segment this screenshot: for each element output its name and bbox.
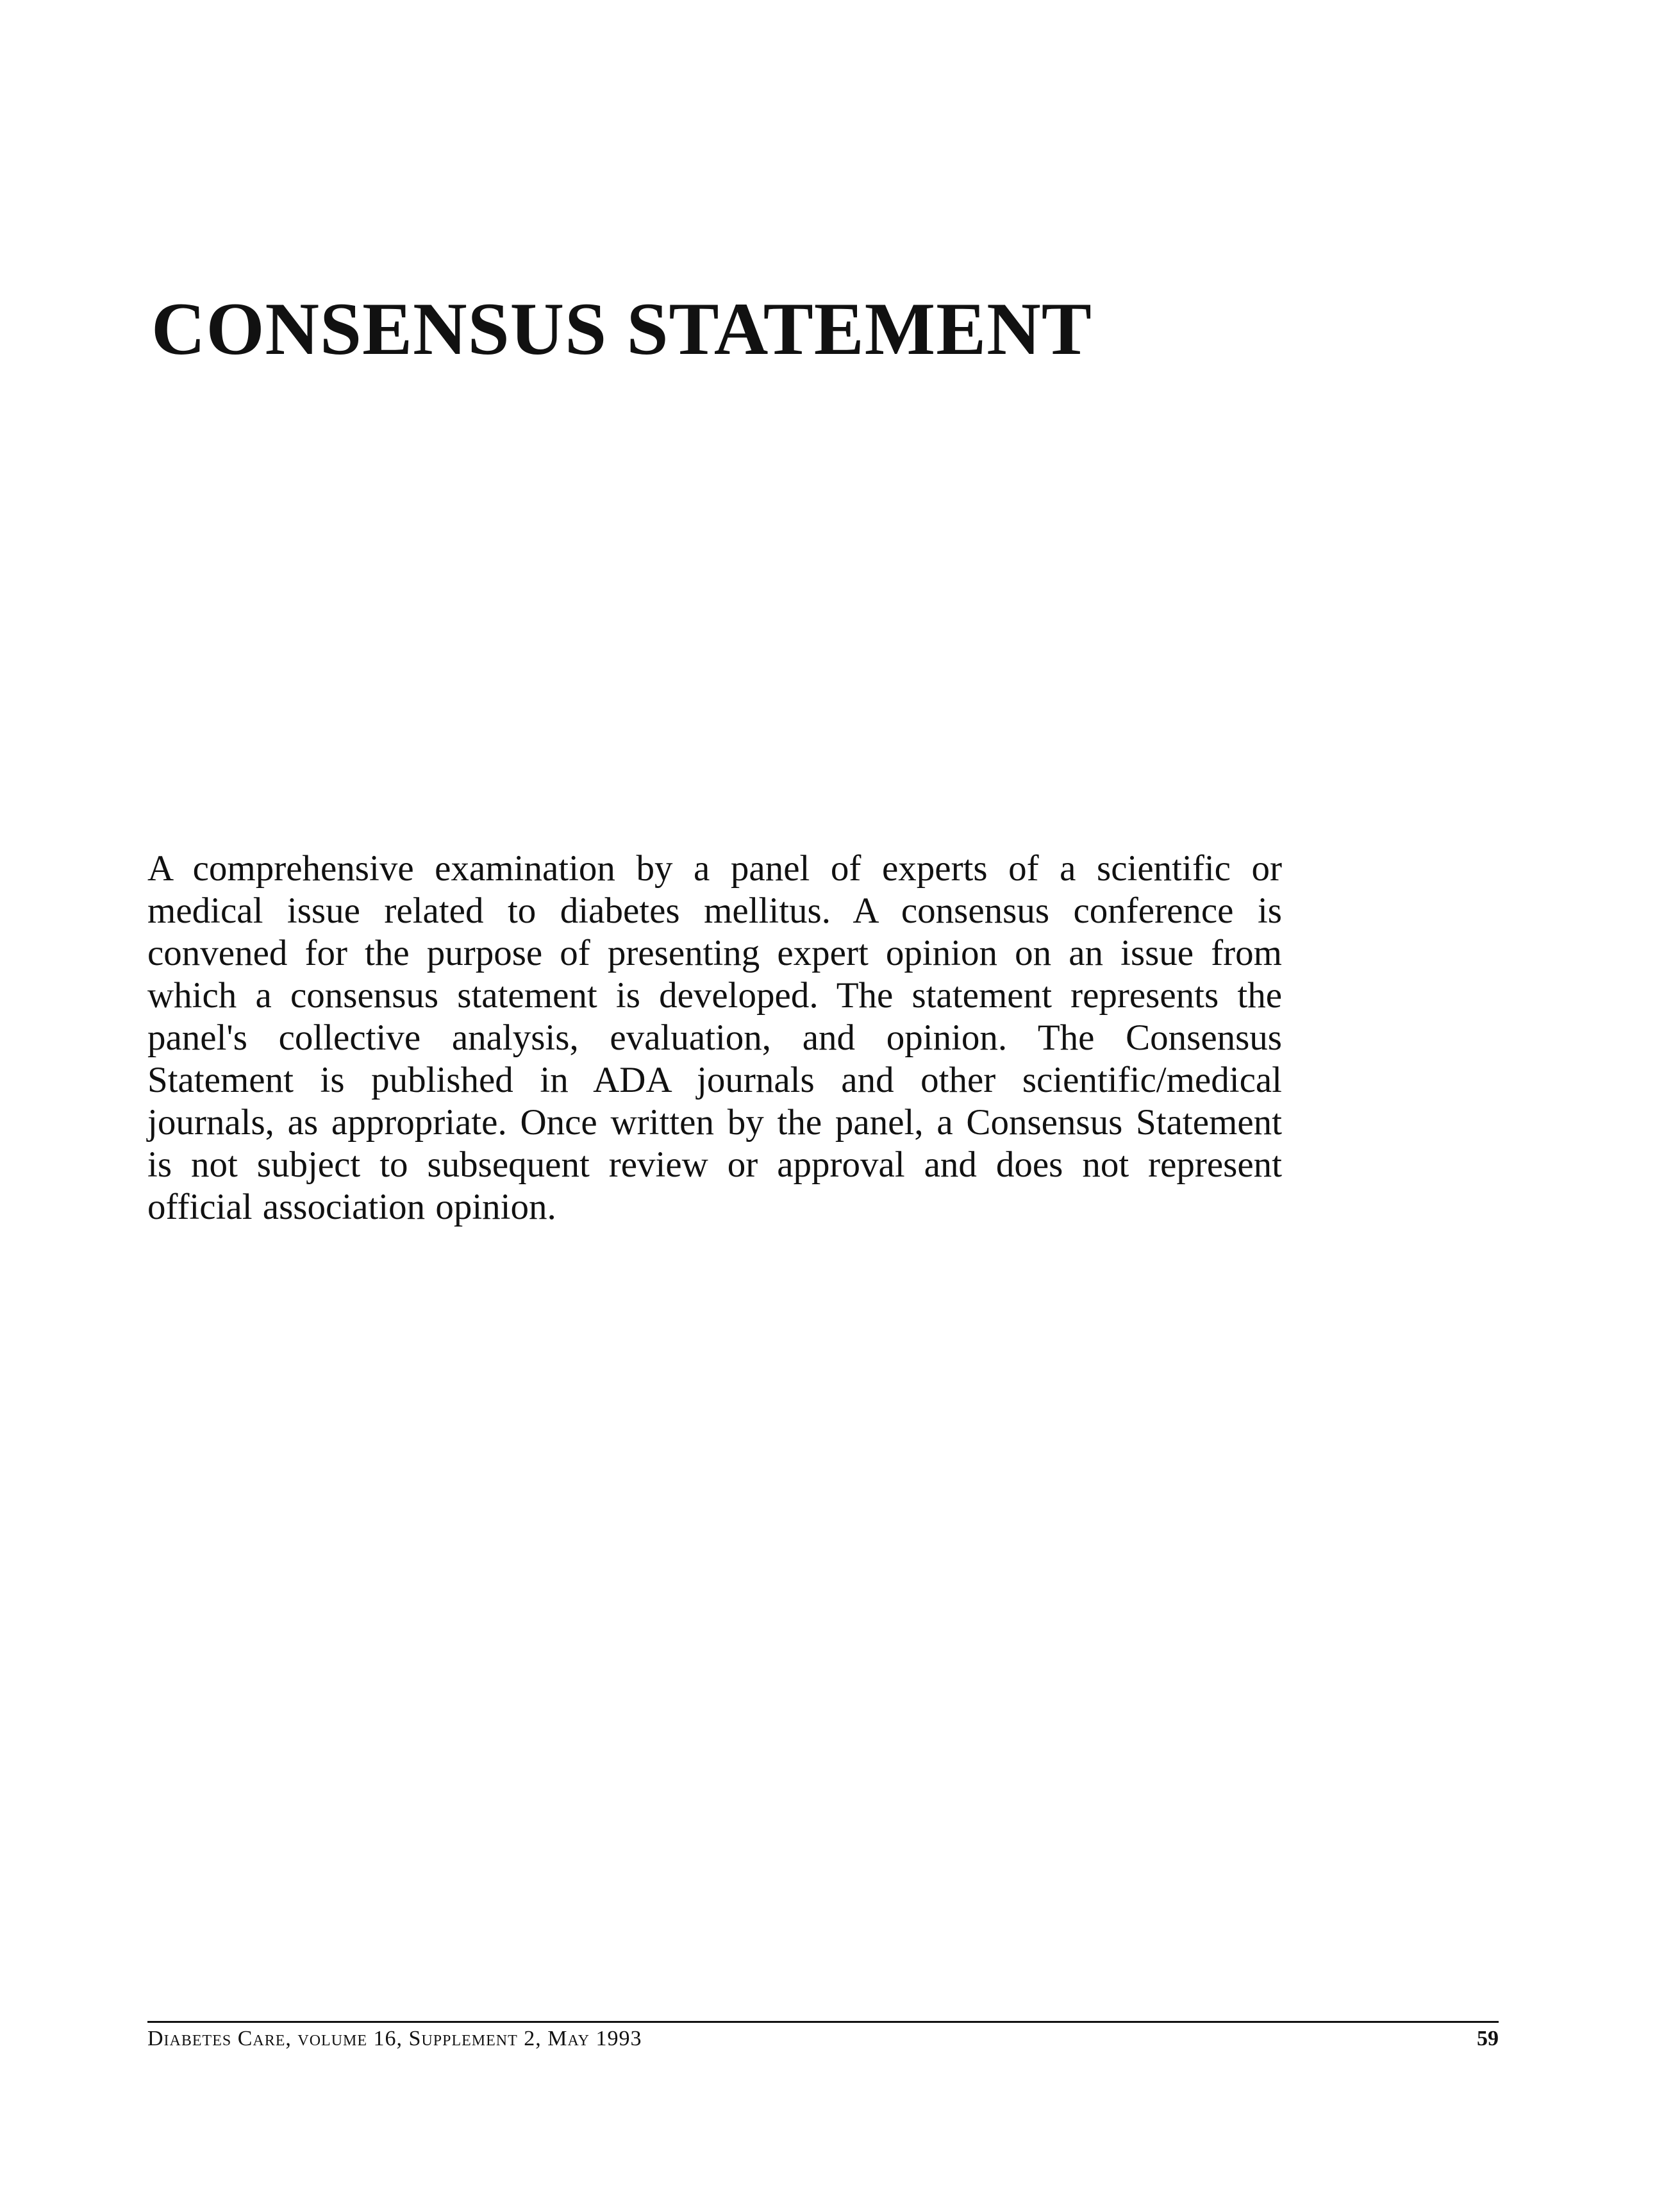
- page-number: 59: [1477, 2027, 1499, 2050]
- page-title: CONSENSUS STATEMENT: [151, 288, 1092, 371]
- journal-citation: Diabetes Care, volume 16, Supplement 2, May 1993: [147, 2027, 642, 2050]
- footer-divider: [147, 2021, 1499, 2023]
- definition-paragraph: A comprehensive examination by a panel of experts of a scientific or medical issue related to diabetes mellitus. A consensus conference is convened for the purpose of presenting expert opinion on an issue from which a consensus statement is developed. The statement represents the panel's collective analysis, evaluation, and opinion. The Consensus Statement is published in ADA journals and other scientific/medical journals, as appropriate. Once written by the panel, a Consensus Statement is not subject to subsequent review or approval and does not represent official association opinion.: [147, 848, 1282, 1227]
